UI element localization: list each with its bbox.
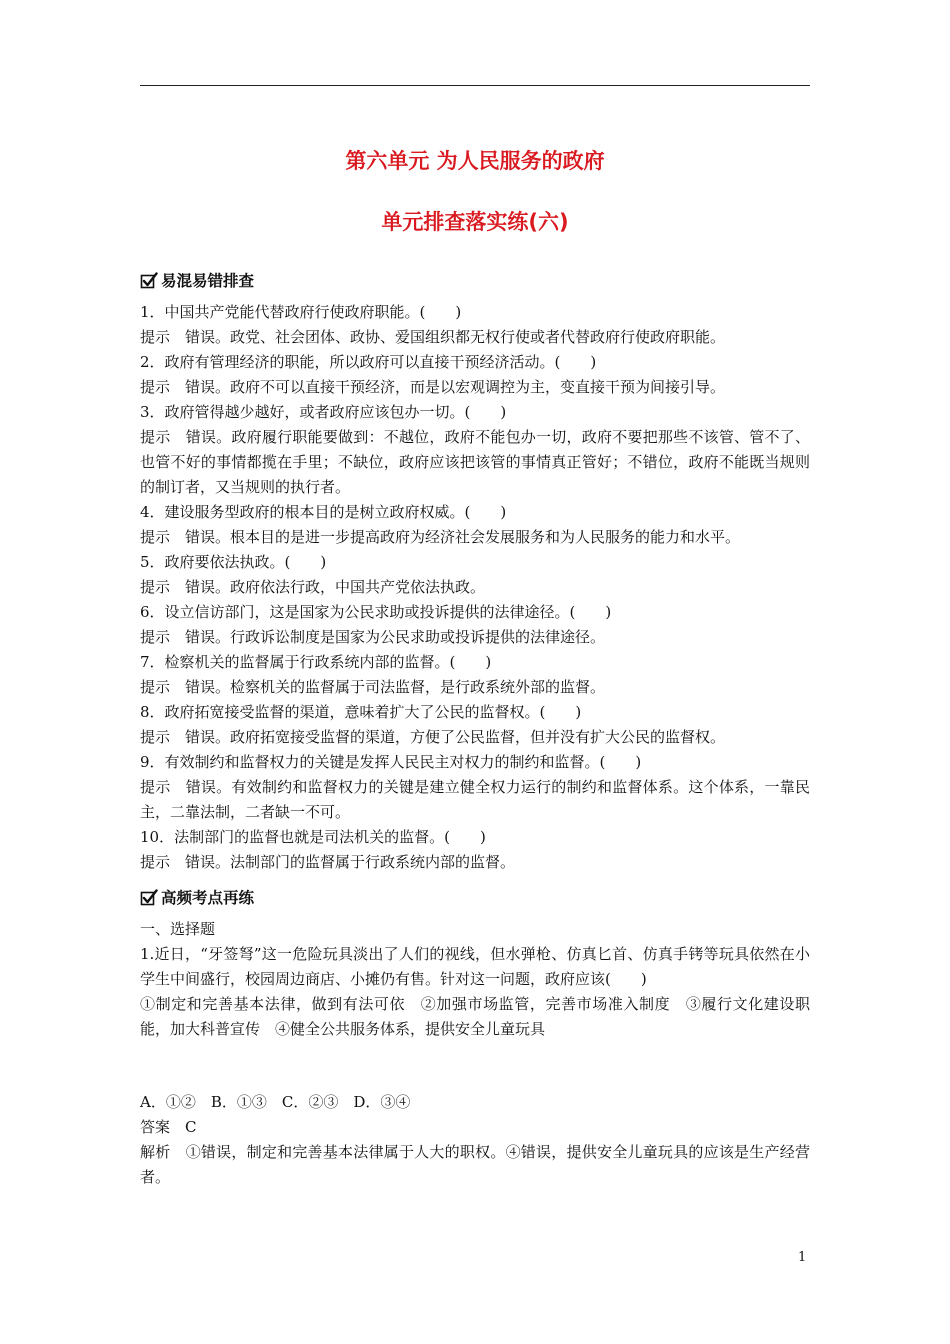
hint-item: 提示 错误。检察机关的监督属于司法监督，是行政系统外部的监督。 [140, 678, 606, 696]
section-heading-2-label: 高频考点再练 [161, 888, 255, 907]
error-check-list [140, 300, 810, 875]
hint-item: 提示 错误。政党、社会团体、政协、爱国组织都无权行使或者代替政府行使政府职能。 [140, 328, 726, 346]
checkbox-check-icon [140, 272, 158, 290]
hint-item: 提示 错误。根本目的是进一步提高政府为经济社会发展服务和为人民服务的能力和水平。 [140, 528, 741, 546]
section-heading-1-label: 易混易错排查 [161, 271, 255, 290]
page-number: 1 [798, 1250, 807, 1265]
document-body [140, 268, 810, 1190]
page-subtitle: 单元排查落实练(六) [381, 210, 569, 234]
header-rule [140, 85, 810, 86]
hint-item: 提示 错误。政府不可以直接干预经济，而是以宏观调控为主，变直接干预为间接引导。 [140, 378, 726, 396]
question-item: 10．法制部门的监督也就是司法机关的监督。( ) [140, 828, 486, 846]
question-item: 9．有效制约和监督权力的关键是发挥人民民主对权力的制约和监督。( ) [140, 753, 642, 771]
hint-item: 提示 错误。有效制约和监督权力的关键是建立健全权力运行的制约和监督体系。这个体系，一靠民主，二靠法制，二者缺一不可。 [140, 778, 810, 821]
part-label: 一、选择题 [140, 920, 216, 938]
question-item: 4．建设服务型政府的根本目的是树立政府权威。( ) [140, 503, 507, 521]
page-title: 第六单元 为人民服务的政府 [345, 149, 605, 173]
question-item: 1．中国共产党能代替政府行使政府职能。( ) [140, 303, 462, 321]
question-statements: ①制定和完善基本法律，做到有法可依 ②加强市场监管，完善市场准入制度 ③履行文化建设职能，加大科普宣传 ④健全公共服务体系，提供安全儿童玩具 [140, 995, 810, 1038]
practice-section [140, 917, 810, 1190]
choice-question: 1.近日，“牙签弩”这一危险玩具淡出了人们的视线，但水弹枪、仿真匕首、仿真手铐等玩具依然在小学生中间盛行，校园周边商店、小摊仍有售。针对这一问题，政府应该( ) [140, 945, 810, 988]
question-item: 8．政府拓宽接受监督的渠道，意味着扩大了公民的监督权。( ) [140, 703, 582, 721]
question-item: 5．政府要依法执政。( ) [140, 553, 327, 571]
answer-spacer [140, 1042, 810, 1090]
answer-key: 答案 C [140, 1118, 197, 1136]
answer-options: A．①② B．①③ C．②③ D．③④ [140, 1093, 411, 1111]
checkbox-check-icon [140, 889, 158, 907]
section-heading-2 [140, 885, 810, 911]
hint-item: 提示 错误。政府履行职能要做到：不越位，政府不能包办一切，政府不要把那些不该管、管不了、也管不好的事情都揽在手里；不缺位，政府应该把该管的事情真正管好；不错位，政府不能既当规则的制订者，又当规则的执行者。 [140, 428, 810, 496]
hint-item: 提示 错误。政府依法行政，中国共产党依法执政。 [140, 578, 486, 596]
question-item: 7．检察机关的监督属于行政系统内部的监督。( ) [140, 653, 492, 671]
hint-item: 提示 错误。政府拓宽接受监督的渠道，方便了公民监督，但并没有扩大公民的监督权。 [140, 728, 726, 746]
section-heading-1 [140, 268, 810, 294]
hint-item: 提示 错误。行政诉讼制度是国家为公民求助或投诉提供的法律途径。 [140, 628, 606, 646]
question-item: 3．政府管得越少越好，或者政府应该包办一切。( ) [140, 403, 507, 421]
question-item: 6．设立信访部门，这是国家为公民求助或投诉提供的法律途径。( ) [140, 603, 612, 621]
hint-item: 提示 错误。法制部门的监督属于行政系统内部的监督。 [140, 853, 516, 871]
question-item: 2．政府有管理经济的职能，所以政府可以直接干预经济活动。( ) [140, 353, 597, 371]
answer-analysis: 解析 ①错误，制定和完善基本法律属于人大的职权。④错误，提供安全儿童玩具的应该是生产经营者。 [140, 1143, 810, 1186]
